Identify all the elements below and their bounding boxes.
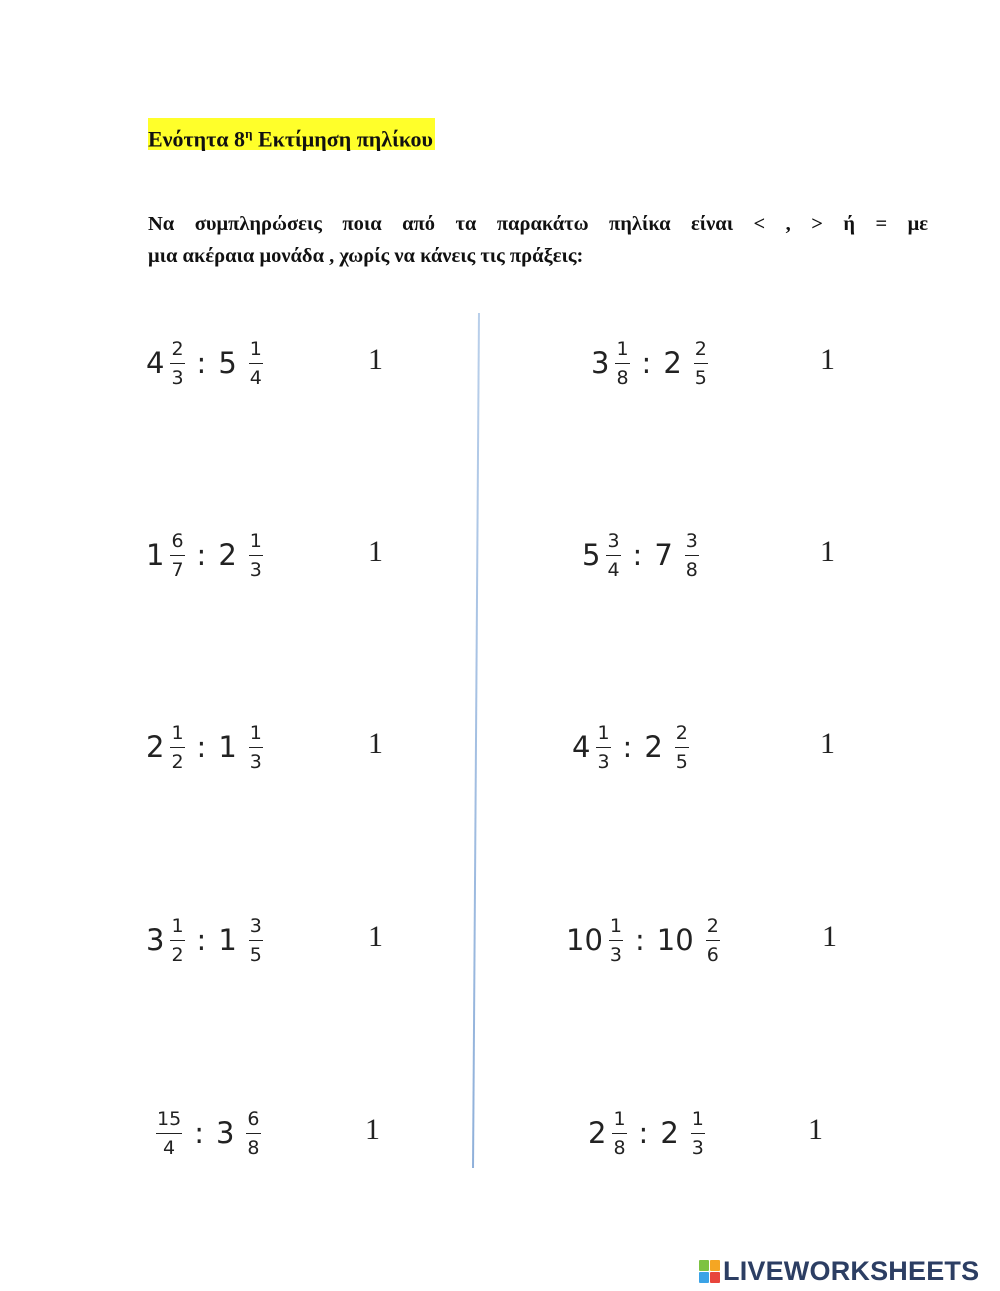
page-title — [148, 118, 435, 150]
whole-number: 1 — [146, 538, 165, 572]
whole-number: 5 — [218, 346, 237, 380]
division-problem — [146, 905, 269, 975]
division-problem — [146, 520, 269, 590]
fraction — [249, 338, 263, 389]
division-sign: : — [196, 538, 207, 572]
fraction — [691, 1108, 705, 1159]
fraction-denominator: 4 — [249, 366, 262, 389]
division-sign: : — [196, 923, 207, 957]
fraction-denominator: 3 — [597, 750, 610, 773]
fraction-denominator: 3 — [609, 943, 622, 966]
fraction-numerator: 3 — [249, 915, 263, 941]
fraction-numerator: 2 — [675, 722, 689, 748]
fraction-numerator: 3 — [606, 530, 620, 556]
comparison-target: 1 — [368, 727, 383, 760]
logo-icon — [699, 1260, 720, 1283]
division-problem — [566, 905, 726, 975]
fraction-numerator: 1 — [249, 338, 263, 364]
whole-number: 2 — [644, 730, 663, 764]
comparison-target: 1 — [820, 343, 835, 376]
division-sign: : — [194, 1116, 204, 1150]
comparison-target: 1 — [822, 920, 837, 953]
division-sign: : — [632, 538, 643, 572]
title-prefix: Ενότητα 8 — [148, 126, 246, 152]
fraction-numerator: 1 — [609, 915, 623, 941]
division-sign: : — [635, 923, 645, 957]
fraction-numerator: 6 — [246, 1108, 260, 1134]
division-problem — [156, 1098, 267, 1168]
whole-number: 2 — [218, 538, 237, 572]
fraction-numerator: 1 — [691, 1108, 705, 1134]
logo-square-4 — [710, 1272, 720, 1283]
instructions-line-1: Να συμπληρώσεις ποια από τα παρακάτω πηλίκα είναι < , > ή = με — [148, 213, 928, 235]
fraction-denominator: 4 — [607, 558, 620, 581]
division-problem — [588, 1098, 711, 1168]
fraction — [612, 1108, 626, 1159]
fraction — [694, 338, 708, 389]
comparison-target: 1 — [368, 535, 383, 568]
whole-number: 3 — [591, 346, 610, 380]
whole-number: 2 — [588, 1116, 607, 1150]
fraction-numerator: 2 — [706, 915, 720, 941]
fraction-numerator: 1 — [596, 722, 610, 748]
fraction-denominator: 3 — [691, 1136, 704, 1159]
fraction — [675, 722, 689, 773]
fraction-denominator: 2 — [171, 750, 184, 773]
comparison-target: 1 — [368, 920, 383, 953]
fraction-denominator: 3 — [249, 558, 262, 581]
comparison-target: 1 — [820, 535, 835, 568]
fraction-denominator: 3 — [249, 750, 262, 773]
fraction-denominator: 8 — [247, 1136, 260, 1159]
fraction-numerator: 3 — [685, 530, 699, 556]
whole-number: 1 — [218, 923, 237, 957]
division-sign: : — [641, 346, 652, 380]
fraction-numerator: 2 — [170, 338, 184, 364]
fraction-denominator: 8 — [685, 558, 698, 581]
fraction — [606, 530, 620, 581]
division-sign: : — [196, 346, 207, 380]
whole-number: 3 — [215, 1116, 235, 1150]
fraction — [249, 530, 263, 581]
fraction — [249, 915, 263, 966]
fraction — [156, 1108, 182, 1159]
fraction-numerator: 1 — [612, 1108, 626, 1134]
whole-number: 10 — [566, 923, 603, 957]
division-problem — [146, 712, 269, 782]
fraction-numerator: 1 — [170, 722, 184, 748]
fraction — [596, 722, 610, 773]
fraction-denominator: 8 — [613, 1136, 626, 1159]
whole-number: 5 — [582, 538, 601, 572]
fraction-numerator: 1 — [249, 530, 263, 556]
division-problem — [146, 328, 269, 398]
liveworksheets-logo — [699, 1256, 979, 1287]
whole-number: 4 — [146, 346, 165, 380]
comparison-target: 1 — [365, 1113, 380, 1146]
fraction — [685, 530, 699, 581]
logo-square-1 — [699, 1260, 709, 1271]
comparison-target: 1 — [820, 727, 835, 760]
whole-number: 1 — [218, 730, 237, 764]
logo-square-2 — [710, 1260, 720, 1271]
fraction — [615, 338, 629, 389]
logo-text: LIVEWORKSHEETS — [723, 1256, 980, 1286]
whole-number: 2 — [146, 730, 165, 764]
fraction-denominator: 5 — [249, 943, 262, 966]
whole-number: 10 — [656, 923, 694, 957]
division-sign: : — [638, 1116, 649, 1150]
whole-number: 2 — [663, 346, 682, 380]
fraction — [170, 722, 184, 773]
logo-square-3 — [699, 1272, 709, 1283]
division-problem — [572, 712, 695, 782]
fraction-numerator: 6 — [170, 530, 184, 556]
fraction — [246, 1108, 260, 1159]
fraction-numerator: 1 — [615, 338, 629, 364]
division-problem — [591, 328, 714, 398]
fraction-denominator: 6 — [706, 943, 719, 966]
fraction-denominator: 7 — [171, 558, 184, 581]
fraction-numerator: 1 — [170, 915, 184, 941]
title-superscript: η — [245, 126, 253, 141]
comparison-target: 1 — [808, 1113, 823, 1146]
whole-number: 7 — [654, 538, 673, 572]
fraction — [249, 722, 263, 773]
fraction-denominator: 4 — [163, 1136, 176, 1159]
column-divider — [472, 313, 480, 1168]
division-sign: : — [622, 730, 633, 764]
instructions-line-2: μια ακέραια μονάδα , χωρίς να κάνεις τις πράξεις: — [148, 245, 584, 267]
fraction — [170, 338, 184, 389]
division-sign: : — [196, 730, 207, 764]
fraction-denominator: 3 — [171, 366, 184, 389]
instructions — [148, 208, 928, 272]
fraction — [609, 915, 623, 966]
fraction-denominator: 8 — [616, 366, 629, 389]
fraction-denominator: 5 — [675, 750, 688, 773]
title-suffix: Εκτίμηση πηλίκου — [252, 126, 433, 152]
fraction — [170, 915, 184, 966]
fraction — [170, 530, 184, 581]
whole-number: 2 — [660, 1116, 679, 1150]
fraction-denominator: 2 — [171, 943, 184, 966]
comparison-target: 1 — [368, 343, 383, 376]
fraction-numerator: 2 — [694, 338, 708, 364]
whole-number: 4 — [572, 730, 591, 764]
division-problem — [582, 520, 705, 590]
fraction-numerator: 1 — [249, 722, 263, 748]
fraction-numerator: 15 — [156, 1108, 182, 1134]
whole-number: 3 — [146, 923, 165, 957]
fraction — [706, 915, 720, 966]
fraction-denominator: 5 — [694, 366, 707, 389]
